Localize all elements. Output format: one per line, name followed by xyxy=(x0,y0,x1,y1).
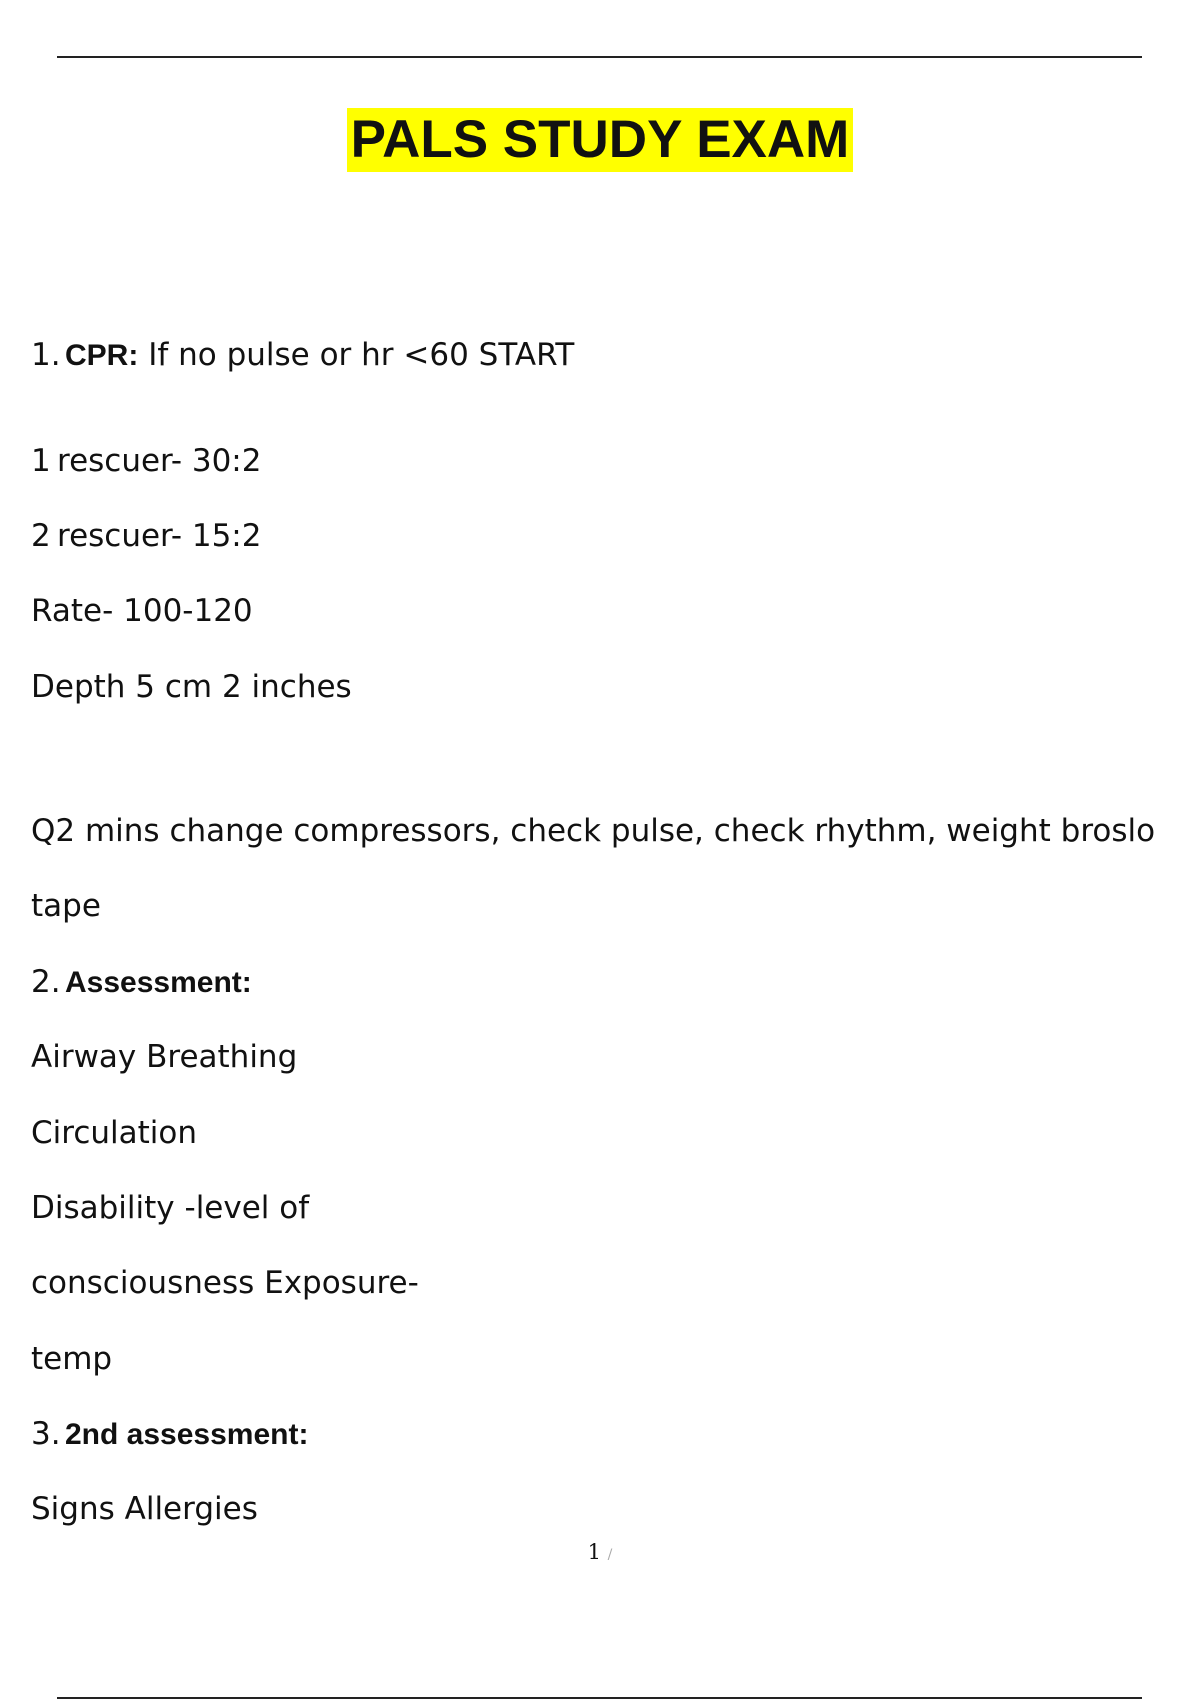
text-line-consciousness: consciousness Exposure- xyxy=(31,1265,419,1301)
section-number: 1. xyxy=(31,337,61,373)
rescuer-count: 2 xyxy=(31,518,51,554)
text-line-rescuer-2 xyxy=(31,517,261,555)
text-line-circulation: Circulation xyxy=(31,1115,198,1151)
rescuer-count: 1 xyxy=(31,443,51,479)
section-number: 2. xyxy=(31,964,61,1000)
text-line-disability: Disability -level of xyxy=(31,1190,310,1226)
text-line-signs: Signs Allergies xyxy=(31,1491,258,1527)
rescuer-ratio: rescuer- 15:2 xyxy=(57,518,262,554)
title-container xyxy=(0,108,1200,172)
section-assessment xyxy=(31,963,252,1002)
text-line-rescuer-1 xyxy=(31,442,261,480)
text-line-temp: temp xyxy=(31,1341,113,1377)
page-number xyxy=(0,1540,1200,1564)
bottom-rule xyxy=(57,1697,1142,1699)
page-number-value: 1 xyxy=(587,1540,601,1564)
section-number: 3. xyxy=(31,1416,61,1452)
text-line-depth: Depth 5 cm 2 inches xyxy=(31,669,352,705)
section-second-assessment xyxy=(31,1415,308,1454)
section-heading: 2nd assessment: xyxy=(65,1418,309,1451)
section-cpr xyxy=(31,336,574,375)
section-heading: CPR: xyxy=(65,339,139,372)
text-line-q2: Q2 mins change compressors, check pulse, check rhythm, weight broslo xyxy=(31,813,1156,849)
text-line-tape: tape xyxy=(31,888,101,924)
page-number-separator: / xyxy=(607,1547,613,1563)
section-heading: Assessment: xyxy=(65,966,252,999)
rescuer-ratio: rescuer- 30:2 xyxy=(57,443,262,479)
top-rule xyxy=(57,56,1142,58)
text-line-airway: Airway Breathing xyxy=(31,1039,298,1075)
text-line-rate: Rate- 100-120 xyxy=(31,593,253,629)
document-title: PALS STUDY EXAM xyxy=(347,108,854,172)
section-heading-text: If no pulse or hr <60 START xyxy=(138,337,575,373)
